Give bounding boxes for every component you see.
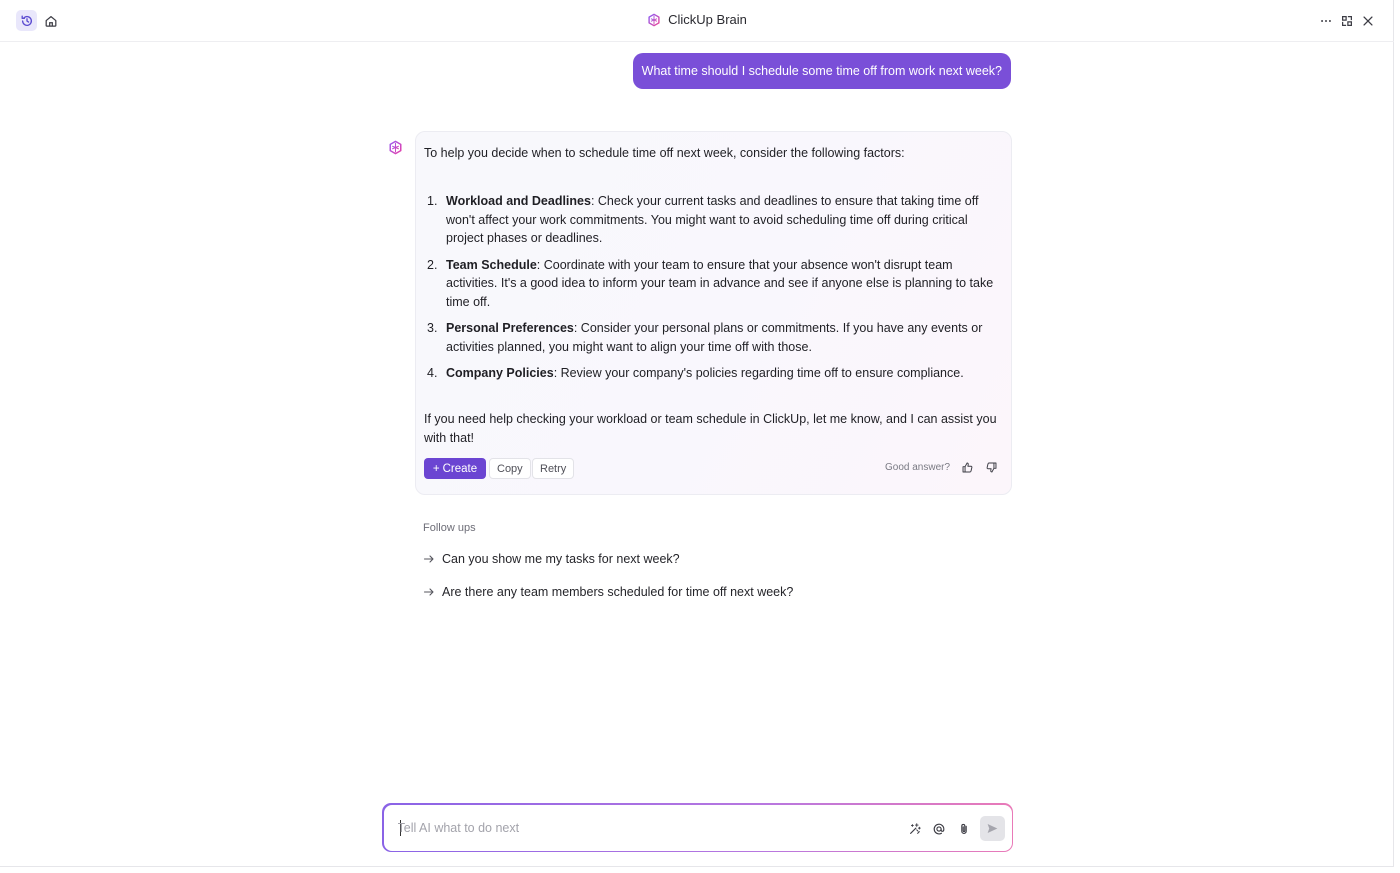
arrow-right-icon (423, 553, 435, 565)
ai-response-card (415, 131, 1012, 495)
list-item-text: : Review your company's policies regarding time off to ensure compliance. (553, 366, 964, 380)
list-item-title: Workload and Deadlines (446, 194, 591, 208)
list-number: 4. (427, 366, 438, 380)
list-item (424, 319, 1004, 356)
ai-avatar (386, 138, 404, 156)
expand-icon (1340, 14, 1354, 28)
list-item-text: : Coordinate with your team to ensure that your absence won't disrupt team activities. It's a good idea to inform your team in advance and see if anyone else is planning to take time off. (446, 257, 994, 309)
list-number: 1. (427, 194, 438, 208)
send-icon (986, 822, 999, 835)
list-item (424, 364, 1004, 383)
header-title-group (0, 12, 1394, 27)
list-number: 3. (427, 321, 438, 335)
thumbs-down-button[interactable] (983, 459, 999, 475)
followup-text: Are there any team members scheduled for time off next week? (442, 585, 794, 599)
list-item (424, 256, 1004, 312)
chat-input-container (382, 803, 1013, 852)
chat-input[interactable] (398, 818, 878, 838)
list-item (424, 192, 1004, 248)
more-icon (1319, 14, 1333, 28)
brain-avatar-icon (388, 140, 403, 155)
header-bar (0, 0, 1394, 42)
list-item-text: : Check your current tasks and deadlines to ensure that taking time off won't affect your work commitments. You might want to avoid scheduling time off during critical project phases or deadlines. (446, 194, 979, 245)
list-number: 2. (427, 257, 438, 272)
followup-text: Can you show me my tasks for next week? (442, 552, 680, 566)
followup-item[interactable] (423, 550, 680, 568)
followup-item[interactable] (423, 583, 793, 601)
more-options-button[interactable] (1315, 10, 1336, 31)
followups-label: Follow ups (423, 522, 476, 534)
close-icon (1361, 14, 1375, 28)
attach-button[interactable] (955, 820, 973, 838)
send-button[interactable] (980, 816, 1005, 841)
arrow-right-icon (423, 586, 435, 598)
chat-input-inner (384, 805, 1012, 851)
list-item-text: : Consider your personal plans or commitments. If you have any events or activities planned, you might want to align your time off with those. (446, 321, 983, 354)
create-button[interactable] (424, 458, 486, 479)
at-sign-icon (932, 822, 946, 836)
ai-response-outro: If you need help checking your workload or team schedule in ClickUp, let me know, and I can assist you with that! (424, 412, 997, 445)
paperclip-icon (957, 822, 971, 836)
expand-button[interactable] (1336, 10, 1357, 31)
thumbs-up-button[interactable] (959, 459, 975, 475)
page-title: ClickUp Brain (668, 12, 747, 27)
brain-logo-icon (647, 13, 661, 27)
list-item-title: Company Policies (446, 366, 554, 380)
ai-response-intro: To help you decide when to schedule time off next week, consider the following factors: (424, 146, 905, 160)
list-item-title: Personal Preferences (446, 321, 574, 335)
list-item-title: Team Schedule (446, 257, 537, 272)
ai-suggest-button[interactable] (906, 820, 924, 838)
mention-button[interactable] (930, 820, 948, 838)
feedback-label: Good answer? (885, 462, 951, 473)
ai-factor-list (424, 192, 1004, 391)
magic-sparkle-icon (908, 822, 922, 836)
retry-button[interactable]: Retry (532, 458, 574, 479)
copy-button[interactable]: Copy (489, 458, 531, 479)
plus-icon: + (432, 462, 440, 475)
user-message-bubble: What time should I schedule some time off from work next week? (633, 53, 1011, 89)
close-button[interactable] (1357, 10, 1378, 31)
thumbs-up-icon (961, 461, 974, 474)
create-button-label: Create (442, 462, 478, 475)
thumbs-down-icon (985, 461, 998, 474)
